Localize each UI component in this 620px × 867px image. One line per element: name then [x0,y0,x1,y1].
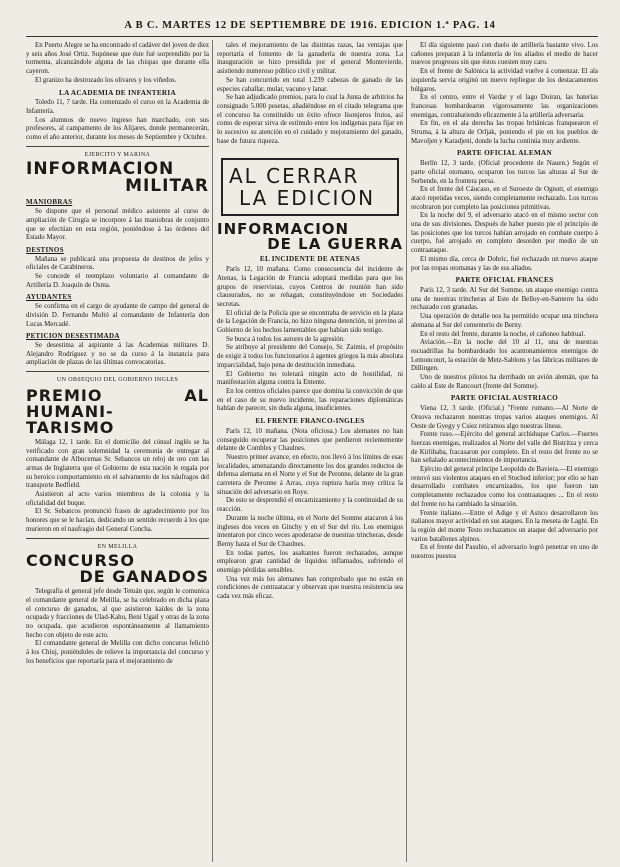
column-divider [212,40,213,862]
paragraph: Aviación.—En la noche del 10 al 11, una de nuestras escuadrillas ha bombardeado los acantonamientos enemigos de Lemoncourt, la estación de Metz-Sablons y las fábricas militares de Dillingen. [411,339,598,373]
paragraph: El Gobierno no tolerará ningún acto de hostilidad, ni manifestación alguna contra la Entente. [217,370,403,387]
paragraph: En todas partes, los asaltantes fueron rechazados, aunque emplearon gran cantidad de líquidos inflamados, sufriendo el enemigo pérdidas sensibles. [217,549,403,575]
column-3 [411,42,598,862]
paragraph: Una operación de detalle nos ha permitido ocupar una trinchera alemana al Sur del cementerio de Berny. [411,313,598,329]
paragraph: Viena 12, 3 tarde. (Oficial.) "Frente rumano.—Al Norte de Orsova rechazaron nuestras tropas varios ataques enemigos. Al Oeste de Gyegy y Csiez retiramos algo nuestras líneas. [411,405,598,430]
paragraph: El mismo día, cerca de Dobric, fué rechazado un nuevo ataque por las tropas otomanas y las de sus aliados. [411,255,598,272]
paragraph: Asistieron al acto varios miembros de la colonia y la oficialidad del buque. [26,491,209,507]
section-heading: EL FRENTE FRANCO-INGLES [255,417,365,426]
paragraph: Mañana se publicará una propuesta de destinos de jefes y oficiales de Carabineros. [26,255,209,272]
paragraph: En el frente del Cáucaso, en el Suroeste de Ognott, el enemigo atacó repetidas veces, siendo completamente rechazado. Los turcos recobraron por completo las posiciones primitivas. [411,186,598,211]
paragraph: Durante la noche última, en el Norte del Somme atacaron á los ingleses dos veces en Ginchy y en el Sur del río. Los enemigos intentaron por cinco veces apoderarse de nuestras trincheras, desde Berny hasta el Sur de Chaulnes. [217,514,403,548]
headline: DE GANADOS [79,567,209,587]
paragraph: París 12, 3 tarde. Al Sur del Somme, un ataque enemigo contra una de nuestras trincheras al Este de Belloy-en-Santerre ha sido rechazado con granadas. [411,286,598,312]
paragraph: En el centro, entre el Vardar y el lago Doiran, las baterías francesas bombardearon vigorosamente las organizaciones enemigas, contrabatiendo eficazmente á la artillería adversaria. [411,94,598,119]
paragraph: Una vez más los alemanes han comprobado que no están en condiciones de contraatacar y observan que nuestra resistencia sea cada vez más eficaz. [217,575,403,601]
section-kicker: UN OBSEQUIO DEL GOBIERNO INGLES [56,377,179,384]
paragraph: En los centros oficiales parece que domina la convicción de que en el caso de su nuevo incidente, las reparaciones diplomáticas habían de parecer, sin duda alguna, insuficientes. [217,387,403,413]
paragraph: Se confirma en el cargo de ayudante de campo del general de división D. Fernando Moltó al comandante de Infantería don Lucas Mercadé. [26,303,209,328]
paragraph: Se desestima al aspirante á las Academias militares D. Alejandro Rodríguez y no se da curso á la instancia para ampliación de plazas de las últimas convocatorias. [26,341,209,367]
paragraph: En la noche del 9, el adversario atacó en el mismo sector con una de sus divisiones. Después de haber puesto pie el principio de las posiciones que los turcos habían arrojado en combate cuerpo á cuerpo, fué arrojado en completo desorden por medio de un contraataque. [411,212,598,255]
paragraph: tales el mejoramiento de las distintas razas, las ventajas que reportaría el fomento de la ganadería de nuestra zona. La inauguración se hizo presidida por el general Montevierde, asistiendo numeroso público civil y militar. [217,42,403,76]
paragraph: Nuestro primer avance, en efecto, nos llevó á los límites de esas localidades, amenazando directamente los dos grandes reductos de defensa alemana en el Norte y el Sur de Peronne, delante de la gran carretera de Peronne á Arras, cuya ruptura haría muy crítica la situación del adversario en Roye. [217,453,403,496]
subheading: AYUDANTES [26,293,72,302]
paragraph: El oficial de la Policía que se encontraba de servicio en la plaza de la Legación de Francia, no hizo ninguna detención, ni previno al Gobierno de los hechos lamentables que habían sido testigo. [217,309,403,335]
section-kicker: EJERCITO Y MARINA [84,151,151,158]
section-heading: PARTE OFICIAL AUSTRIACO [450,394,559,403]
paragraph: Se han concurrido en total 1.239 cabezas de ganado de las especies caballar, mular, vacuno y lanar. [217,76,403,93]
paragraph: Málaga 12, 1 tarde. En el domicilio del cónsul inglés se ha verificado con gran solemnidad la ceremonia de entregar al comandante de Albucemas Sr. Sebancos un reloj de oro con las armas de Inglaterra que el Gobierno de esta nación le regala por su heroico comportamiento en el salvamento de los náufragos del transporte Bedfield. [26,438,209,490]
paragraph: París 12, 10 mañana. (Nota oficiosa.) Los alemanes no han conseguido recuperar las posiciones que perdieron recientemente delante de Combles y Chaulnes. [217,427,403,453]
paragraph: Se atribuye al presidente del Consejo, Sr. Zaimis, el propósito de exigir á todos los funcionarios á agentes griegos la más absoluta imparcialidad, bajo pena de destitución inmediata. [217,344,403,369]
paragraph: Toledo 11, 7 tarde. Ha comenzado el curso en la Academia de Infantería. [26,99,209,115]
paragraph: Uno de nuestros pilotos ha derribado un avión alemán, que ha caído al Este de Rancourt (frente del Somme). [411,374,598,390]
paragraph: Frente italiano.—Entre el Adige y el Astico desarrollaron los italianos mayor actividad en sus ataques. En la meseta de Laghi. En la región del monte Testo rechazamos un ataque del adversario por varios batallones alpinos. [411,509,598,543]
divider [26,146,209,147]
headline: INFORMACION [26,159,175,180]
paragraph: Ejército del general príncipe Leopoldo de Baviera.—El enemigo renovó sus violentos ataques en el Stochod inferior; por ello se han desarrollado combates encarnizados, los que fueron tan completamente rechazados como los contraataques ... En el resto del frente no ha cambiado la situación. [411,466,598,508]
section-heading: EL INCIDENTE DE ATENAS [259,255,361,264]
paragraph: Los alumnos de nuevo ingreso han marchado, con sus profesores, al campamento de los Alijares, donde permanecerán, como el año anterior, durante los meses de Septiembre y Octubre. [26,116,209,142]
divider [26,371,209,372]
paragraph: París 12, 10 mañana. Como consecuencia del incidente de Atenas, la Legación de Francia adoptará medidas para que los grupos de reservistas, cuyos Centros de reunión han sido clausurados, no se rehagan, constituyéndose en Sociedades secretas. [217,266,403,308]
header-rule [26,36,598,37]
column-divider [406,40,407,862]
paragraph: Se concede el reemplazo voluntario al comandante de Artillería D. Joaquín de Osma. [26,273,209,289]
boxed-headline-line: AL CERRAR [229,164,360,189]
paragraph: El comandante general de Melilla con dicho concurso felicitó á los Chiuj, poniéndoles de relieve la importancia del concurso y los beneficios que reportaría para el mejoramiento de [26,640,209,665]
page-header: A B C. MARTES 12 DE SEPTIEMBRE DE 1916. EDICION 1.ª PAG. 14 [124,20,496,31]
paragraph: Se han adjudicado premios, para lo cual la Junta de arbitrios ha consignado 5.000 pesetas, añadiéndose en el citado telegrama que el concurso ha constituído un éxito ofrece lisonjeros frutos, así como de esperar sirva de estímulo entre los indígenas para fijar en lo sucesivo su atención en el cuidado y mejoramiento del ganado, base de futura riqueza. [217,94,403,145]
headline: PREMIO AL HUMANI- [26,385,209,421]
headline: CONCURSO [26,551,135,571]
paragraph: En el resto del frente, durante la noche, el cañoneo habitual. [420,330,586,338]
column-1 [26,42,209,862]
headline: INFORMACION [217,220,350,239]
section-kicker: EN MELILLA [97,543,138,550]
paragraph: Berlín 12, 3 tarde. (Oficial procedente de Nauen.) Según el parte oficial otomano, ocuparon los turcos las alturas al Sur de Serbende, en la frontera persa. [411,160,598,185]
section-heading: PARTE OFICIAL FRANCES [455,276,554,285]
paragraph: El Sr. Sebancos pronunció frases de agradecimiento por los honores que se le hacían, dedicando un sentido recuerdo á los que murieron en el naufragio del General Concha. [26,508,209,533]
paragraph: En fin, en el ala derecha las tropas británicas franquearon el Struma, á la altura de Orljak, poniendo el pie en los pueblos de Mavoljen y Karadjeni, donde la lucha continúa muy ardiente. [411,120,598,145]
headline: DE LA GUERRA [267,235,403,254]
paragraph: El granizo ha destrozado los olivares y los viñedos. [35,76,177,84]
column-2 [217,42,403,862]
divider [26,538,209,539]
headline: MILITAR [125,176,209,197]
paragraph: En el frente de Salónica la actividad vuelve á comenzar. El ala izquierda servia originó un nuevo repliegue de los destacamentos búlgaros. [411,68,598,93]
paragraph: Se dispone que el personal médico asistente al curso de ampliación de Cirugía se incorpore á las maniobras de conjunto que se efectúan en esta región, poniéndose á las órdenes del Estado Mayor. [26,208,209,242]
section-heading: LA ACADEMIA DE INFANTERIA [59,88,176,97]
subheading: PETICION DESESTIMADA [26,332,120,341]
boxed-headline-line: LA EDICION [239,186,376,211]
paragraph: En Puerto Alegre se ha encontrado el cadáver del joven de diez y seis años José Ortiz. Supónese que éste fué sorprendido por la tormenta, alcanzándole alguna de las chispas que durante ella cayeron. [26,42,209,76]
paragraph: Frente ruso.—Ejército del general archiduque Carlos.—Fuertes fuerzas enemigas, realizados al Norte del valle del Bistritza y cerca de Kirlibaba, fracasaron por completo. En el resto del frente no se han señalado acontecimientos de importancia. [411,431,598,465]
headline: TARISMO [26,417,115,437]
paragraph: De esto se desprendió el encarnizamiento y la continuidad de su reacción. [217,497,403,514]
subheading: DESTINOS [26,245,64,254]
paragraph: Telegrafía el general jefe desde Tetuán que, según le comunica el comandante general de Melilla, se ha celebrado en dicha plaza el concurso de ganados, al que asistieron kaídes de la zona ocupada y fracciones de Ulad-Kahu, Beni Ugail y otras de la zona no ocupada, que acudieron espontáneamente al llamamiento hecho con objeto de este acto. [26,588,209,639]
paragraph: En el frente del Pasubio, el adversario logró penetrar en uno de nuestros puestos [411,544,598,561]
paragraph: El día siguiente pasó con duelo de artillería bastante vivo. Los cañones preparan á la infantería de los aliados el medio de hacer nuevos progresos sin que éstos cuesten muy caro. [411,42,598,67]
subheading: MANIOBRAS [26,198,73,207]
paragraph: Se busca á todos los autores de la agresión. [226,335,345,343]
section-heading: PARTE OFICIAL ALEMAN [456,149,553,158]
boxed-headline [221,158,399,216]
